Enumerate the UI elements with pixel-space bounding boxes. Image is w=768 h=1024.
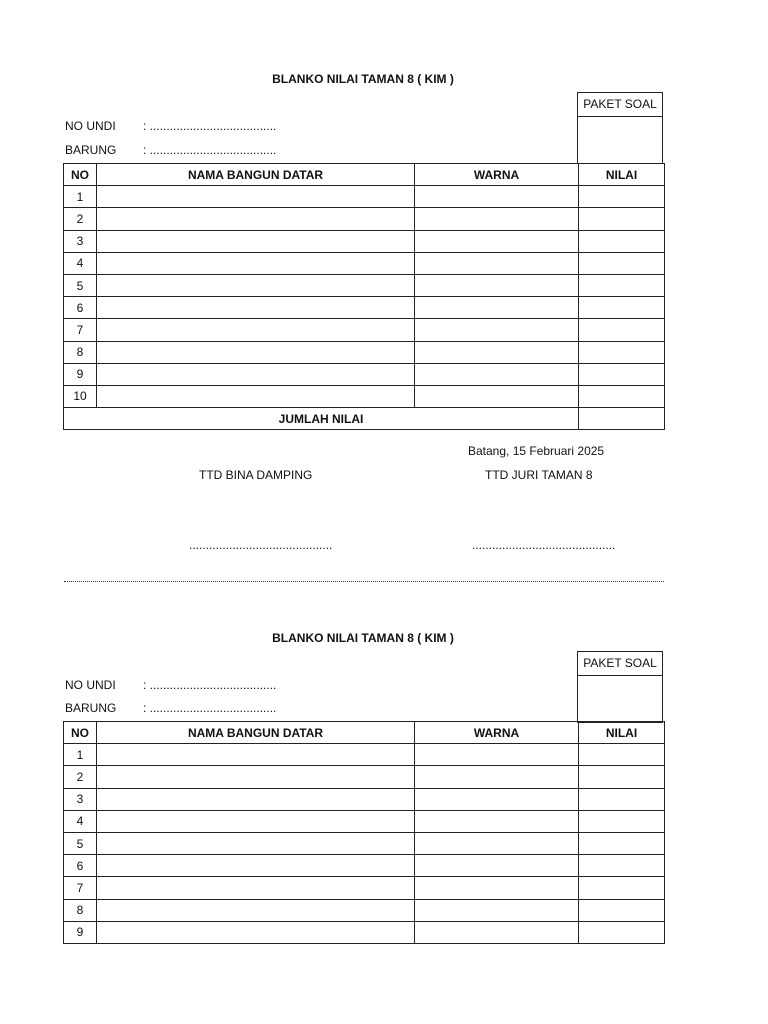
- warna-cell[interactable]: [415, 832, 579, 854]
- table-row: [64, 855, 665, 877]
- warna-cell[interactable]: [415, 319, 579, 341]
- nilai-cell[interactable]: [579, 744, 665, 766]
- barung-field: [65, 143, 276, 157]
- row-number: 10: [64, 385, 97, 407]
- nilai-cell[interactable]: [579, 766, 665, 788]
- table-row: [64, 810, 665, 832]
- nama-cell[interactable]: [97, 921, 415, 943]
- row-number: 5: [64, 274, 97, 296]
- no-undi-label: NO UNDI: [65, 119, 116, 133]
- warna-cell[interactable]: [415, 921, 579, 943]
- warna-cell[interactable]: [415, 385, 579, 407]
- table-row: [64, 363, 665, 385]
- table-row: [64, 744, 665, 766]
- row-number: 4: [64, 810, 97, 832]
- nama-cell[interactable]: [97, 252, 415, 274]
- row-number: 2: [64, 208, 97, 230]
- warna-cell[interactable]: [415, 810, 579, 832]
- signature-date: Batang, 15 Februari 2025: [468, 444, 605, 458]
- score-table: [63, 721, 665, 944]
- nilai-cell[interactable]: [579, 252, 665, 274]
- paket-soal-box: [577, 651, 663, 723]
- warna-cell[interactable]: [415, 363, 579, 385]
- sign-left-label: TTD BINA DAMPING: [199, 468, 313, 482]
- warna-cell[interactable]: [415, 274, 579, 296]
- table-row: [64, 877, 665, 899]
- cut-line: [64, 581, 664, 582]
- no-undi-value[interactable]: : ......................................: [143, 119, 277, 133]
- nilai-cell[interactable]: [579, 385, 665, 407]
- nama-cell[interactable]: [97, 810, 415, 832]
- table-row: [64, 341, 665, 363]
- table-row: [64, 385, 665, 407]
- barung-value[interactable]: : ......................................: [143, 701, 277, 715]
- nama-cell[interactable]: [97, 877, 415, 899]
- row-number: 4: [64, 252, 97, 274]
- nilai-cell[interactable]: [579, 319, 665, 341]
- sign-left-line[interactable]: ...........................................: [189, 538, 333, 552]
- nama-cell[interactable]: [97, 832, 415, 854]
- table-row: [64, 297, 665, 319]
- table-row: [64, 766, 665, 788]
- warna-cell[interactable]: [415, 877, 579, 899]
- score-table: [63, 163, 665, 430]
- warna-cell[interactable]: [415, 186, 579, 208]
- nilai-cell[interactable]: [579, 832, 665, 854]
- table-row: [64, 832, 665, 854]
- table-row: [64, 788, 665, 810]
- warna-cell[interactable]: [415, 341, 579, 363]
- table-header-row: [64, 164, 665, 186]
- warna-cell[interactable]: [415, 766, 579, 788]
- nilai-cell[interactable]: [579, 877, 665, 899]
- nama-cell[interactable]: [97, 274, 415, 296]
- row-number: 7: [64, 319, 97, 341]
- nilai-cell[interactable]: [579, 186, 665, 208]
- nama-cell[interactable]: [97, 341, 415, 363]
- row-number: 3: [64, 788, 97, 810]
- warna-cell[interactable]: [415, 230, 579, 252]
- nama-cell[interactable]: [97, 297, 415, 319]
- table-row: [64, 921, 665, 943]
- header-nilai: NILAI: [579, 722, 665, 744]
- nama-cell[interactable]: [97, 855, 415, 877]
- row-number: 8: [64, 899, 97, 921]
- paket-soal-label: PAKET SOAL: [578, 652, 662, 676]
- row-number: 6: [64, 297, 97, 319]
- warna-cell[interactable]: [415, 208, 579, 230]
- header-nilai: NILAI: [579, 164, 665, 186]
- warna-cell[interactable]: [415, 899, 579, 921]
- sign-right-label: TTD JURI TAMAN 8: [485, 468, 593, 482]
- no-undi-field: [65, 678, 276, 692]
- nilai-cell[interactable]: [579, 230, 665, 252]
- row-number: 8: [64, 341, 97, 363]
- table-row: [64, 208, 665, 230]
- header-warna: WARNA: [415, 164, 579, 186]
- nama-cell[interactable]: [97, 230, 415, 252]
- nilai-cell[interactable]: [579, 921, 665, 943]
- row-number: 1: [64, 744, 97, 766]
- nama-cell[interactable]: [97, 363, 415, 385]
- row-number: 9: [64, 921, 97, 943]
- barung-label: BARUNG: [65, 701, 117, 715]
- header-nama-bangun-datar: NAMA BANGUN DATAR: [97, 164, 415, 186]
- nama-cell[interactable]: [97, 766, 415, 788]
- header-warna: WARNA: [415, 722, 579, 744]
- sign-right-line[interactable]: ...........................................: [472, 538, 616, 552]
- warna-cell[interactable]: [415, 252, 579, 274]
- nama-cell[interactable]: [97, 744, 415, 766]
- nilai-cell[interactable]: [579, 810, 665, 832]
- warna-cell[interactable]: [415, 788, 579, 810]
- nama-cell[interactable]: [97, 385, 415, 407]
- row-number: 7: [64, 877, 97, 899]
- nama-cell[interactable]: [97, 899, 415, 921]
- jumlah-nilai-label: JUMLAH NILAI: [64, 408, 579, 430]
- barung-field: [65, 701, 276, 715]
- warna-cell[interactable]: [415, 855, 579, 877]
- header-no: NO: [64, 722, 97, 744]
- table-row: [64, 319, 665, 341]
- nilai-cell[interactable]: [579, 341, 665, 363]
- nilai-cell[interactable]: [579, 208, 665, 230]
- nama-cell[interactable]: [97, 319, 415, 341]
- jumlah-row: [64, 408, 665, 430]
- table-row: [64, 274, 665, 296]
- form-title: BLANKO NILAI TAMAN 8 ( KIM ): [272, 72, 454, 86]
- nilai-cell[interactable]: [579, 899, 665, 921]
- row-number: 3: [64, 230, 97, 252]
- row-number: 1: [64, 186, 97, 208]
- no-undi-label: NO UNDI: [65, 678, 116, 692]
- paket-soal-box: [577, 92, 663, 164]
- paket-soal-label: PAKET SOAL: [578, 93, 662, 117]
- table-row: [64, 899, 665, 921]
- barung-value[interactable]: : ......................................: [143, 143, 277, 157]
- table-header-row: [64, 722, 665, 744]
- header-nama-bangun-datar: NAMA BANGUN DATAR: [97, 722, 415, 744]
- table-row: [64, 230, 665, 252]
- jumlah-nilai-cell[interactable]: [579, 408, 665, 430]
- barung-label: BARUNG: [65, 143, 117, 157]
- nama-cell[interactable]: [97, 186, 415, 208]
- nilai-cell[interactable]: [579, 855, 665, 877]
- nilai-cell[interactable]: [579, 788, 665, 810]
- row-number: 5: [64, 832, 97, 854]
- no-undi-field: [65, 119, 276, 133]
- nama-cell[interactable]: [97, 788, 415, 810]
- nilai-cell[interactable]: [579, 363, 665, 385]
- no-undi-value[interactable]: : ......................................: [143, 678, 277, 692]
- nilai-cell[interactable]: [579, 274, 665, 296]
- row-number: 2: [64, 766, 97, 788]
- form-title: BLANKO NILAI TAMAN 8 ( KIM ): [272, 631, 454, 645]
- table-row: [64, 186, 665, 208]
- nama-cell[interactable]: [97, 208, 415, 230]
- warna-cell[interactable]: [415, 297, 579, 319]
- row-number: 9: [64, 363, 97, 385]
- nilai-cell[interactable]: [579, 297, 665, 319]
- warna-cell[interactable]: [415, 744, 579, 766]
- header-no: NO: [64, 164, 97, 186]
- row-number: 6: [64, 855, 97, 877]
- table-row: [64, 252, 665, 274]
